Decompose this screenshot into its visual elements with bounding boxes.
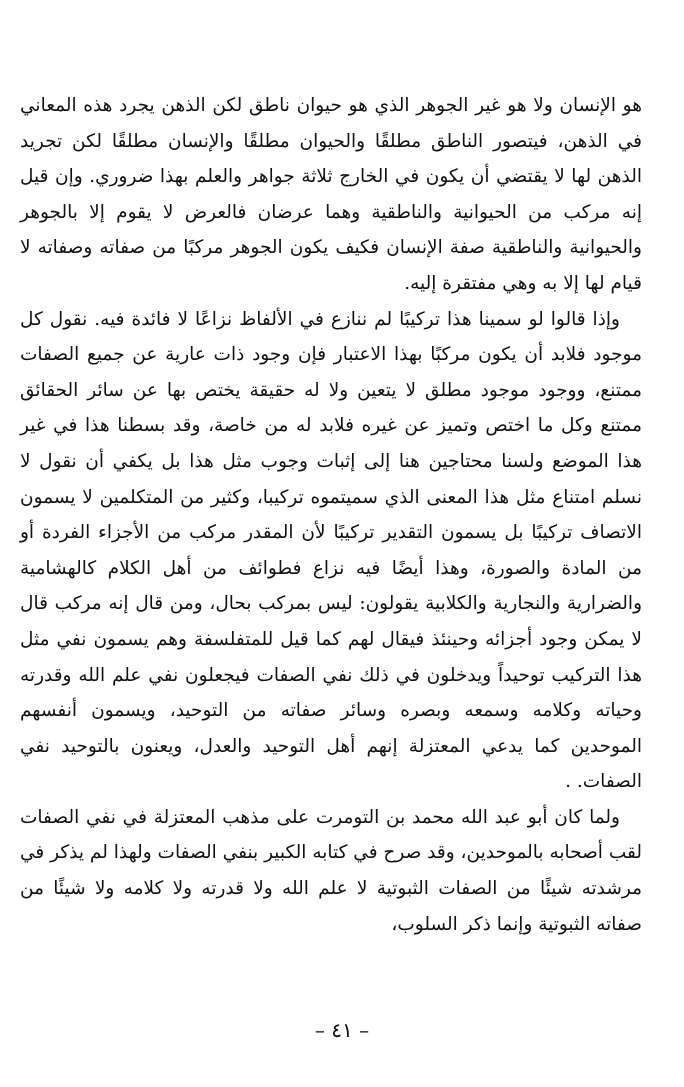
body-text [20, 88, 642, 942]
page-number: – ٤١ – [314, 1018, 370, 1042]
paragraph-3: ولما كان أبو عبد الله محمد بن التومرت على مذهب المعتزلة في نفي الصفات لقب أصحابه بالموحدين، وقد صرح في كتابه الكبير بنفي الصفات ولهذا لم يذكر في مرشدته شيئًا من الصفات الثبوتية لا علم الله ولا قدرته ولا كلامه ولا شيئًا من صفاته الثبوتية وإنما ذكر السلوب، [20, 806, 642, 935]
paragraph-1: هو الإنسان ولا هو غير الجوهر الذي هو حيوان ناطق لكن الذهن يجرد هذه المعاني في الذهن، فيتصور الناطق مطلقًا والحيوان مطلقًا والإنسان مطلقًا لكن تجريد الذهن لها لا يقتضي أن يكون في الخارج ثلاثة جواهر والعلم بهذا ضروري. وإن قيل إنه مركب من الحيوانية والناطقية وهما عرضان فالعرض لا يقوم إلا بالجوهر والحيوانية والناطقية صفة الإنسان فكيف يكون الجوهر مركبًا من صفاته وصفاته لا قيام لها إلا به وهي مفتقرة إليه. [20, 95, 642, 294]
paragraph-2: وإذا قالوا لو سمينا هذا تركيبًا لم ننازع في الألفاظ نزاعًا لا فائدة فيه. نقول كل موجود فلابد أن يكون مركبًا بهذا الاعتبار فإن وجود ذات عارية عن جميع الصفات ممتنع، ووجود موجود مطلق لا يتعين ولا له حقيقة يختص بها عن سائر الحقائق ممتنع وكل ما اختص وتميز عن غيره فلابد له من خاصة، وقد بسطنا هذا في غير هذا الموضع ولسنا محتاجين هنا إلى إثبات وجوب مثل هذا بل يكفي أن نقول لا نسلم امتناع مثل هذا المعنى الذي سميتموه تركيبا، وكثير من المتكلمين لا يسمون الاتصاف تركيبًا بل يسمون التقدير تركيبًا لأن المقدر مركب من الأجزاء الفردة أو من المادة والصورة، وهذا أيضًا فيه نزاع فطوائف من أهل الكلام كالهشامية والضرارية والنجارية والكلابية يقولون: ليس بمركب بحال، ومن قال إنه مركب قال لا يمكن وجود أجزائه وحينئذ فيقال لهم كما قيل للمتفلسفة وهم يسمون نفي مثل هذا التركيب توحيداً ويدخلون في ذلك نفي الصفات فيجعلون نفي علم الله وقدرته وحياته وكلامه وسمعه وبصره وسائر صفاته من التوحيد، ويسمون أنفسهم الموحدين كما يدعي المعتزلة إنهم أهل التوحيد والعدل، ويعنون بالتوحيد نفي الصفات. . [20, 308, 642, 793]
